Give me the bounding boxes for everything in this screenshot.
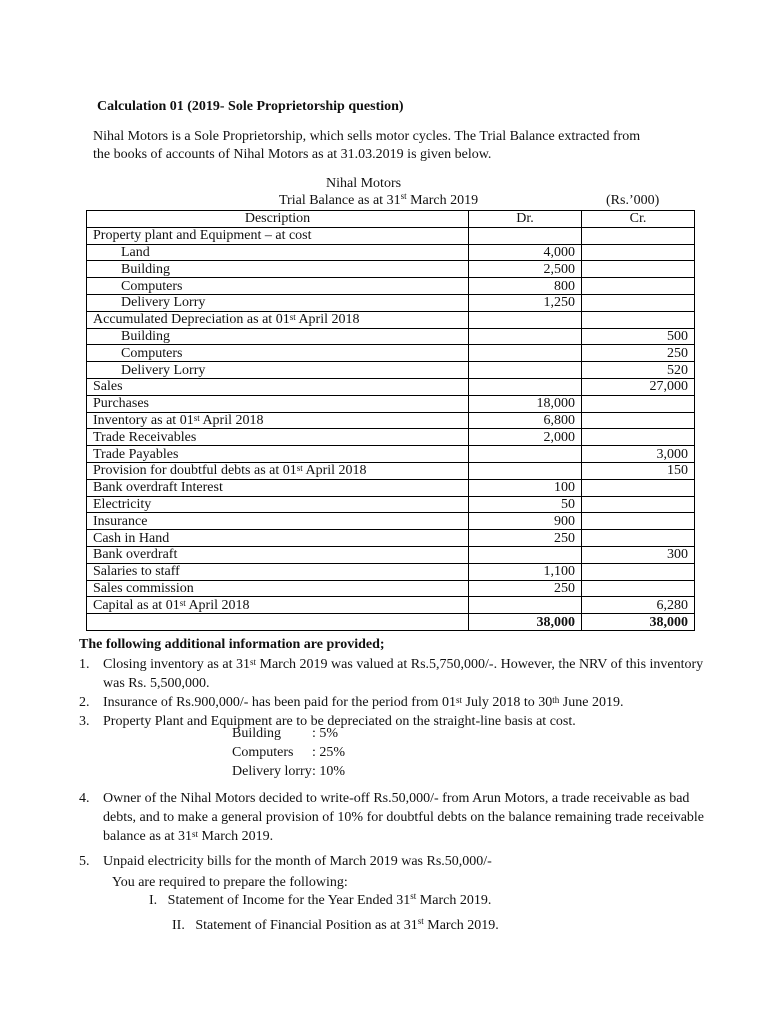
row-cr-value [582,294,695,311]
required-intro: You are required to prepare the following: [112,875,348,890]
table-row [87,530,695,547]
table-row [87,345,695,362]
total-row [87,614,695,631]
row-cr-value [582,278,695,295]
table-row [87,446,695,463]
row-dr-value [469,546,582,563]
note-item: 3. Property Plant and Equipment are to be depreciated on the straight-line basis at cost. [79,714,576,729]
required-item-2: II. Statement of Financial Position as at 31st March 2019. [172,916,499,933]
row-cr-value [582,513,695,530]
row-description: Computers [87,278,469,295]
row-description: Property plant and Equipment – at cost [87,227,469,244]
table-row [87,278,695,295]
row-cr-value: 150 [582,462,695,479]
row-dr-value: 100 [469,479,582,496]
note-number: 4. [79,791,90,806]
row-description: Electricity [87,496,469,513]
depreciation-rates [232,724,345,781]
unit-label: (Rs.’000) [606,193,660,208]
total-label-cell [87,614,469,631]
rate-value: : 5% [312,726,339,741]
table-row [87,462,695,479]
table-row [87,546,695,563]
row-dr-value [469,345,582,362]
rate-row [232,762,345,781]
row-description: Salaries to staff [87,563,469,580]
row-cr-value [582,311,695,328]
row-cr-value: 300 [582,546,695,563]
row-cr-value [582,227,695,244]
total-dr: 38,000 [469,614,582,631]
row-description: Land [87,244,469,261]
row-dr-value: 2,000 [469,429,582,446]
row-dr-value [469,311,582,328]
table-row [87,412,695,429]
row-dr-value [469,362,582,379]
page-title: Calculation 01 (2019- Sole Proprietorship question) [97,99,404,114]
trial-balance-heading: Trial Balance as at 31st March 2019 [279,191,479,208]
row-dr-value: 4,000 [469,244,582,261]
row-description: Purchases [87,395,469,412]
required-item-1: I. Statement of Income for the Year Ended 31st March 2019. [149,891,492,908]
rate-row [232,724,345,743]
row-description: Delivery Lorry [87,362,469,379]
note-number: 1. [79,657,90,672]
row-cr-value [582,395,695,412]
row-dr-value [469,446,582,463]
table-row [87,261,695,278]
note-item: 2. Insurance of Rs.900,000/- has been paid for the period from 01st July 2018 to 30th June 2019. [79,695,624,710]
note-item: 5. Unpaid electricity bills for the month of March 2019 was Rs.50,000/- [79,854,492,869]
row-description: Sales commission [87,580,469,597]
additional-info-heading: The following additional information are provided; [79,637,385,652]
rate-asset: Computers [232,745,294,760]
row-dr-value: 1,100 [469,563,582,580]
table-row [87,244,695,261]
col-cr-header: Cr. [582,211,695,228]
row-dr-value: 2,500 [469,261,582,278]
row-cr-value: 500 [582,328,695,345]
table-row [87,294,695,311]
row-cr-value [582,580,695,597]
row-cr-value: 6,280 [582,597,695,614]
table-row [87,311,695,328]
row-dr-value [469,227,582,244]
table-row [87,429,695,446]
row-description: Delivery Lorry [87,294,469,311]
row-cr-value: 520 [582,362,695,379]
row-cr-value [582,479,695,496]
row-dr-value: 1,250 [469,294,582,311]
row-dr-value: 900 [469,513,582,530]
row-description: Capital as at 01st April 2018 [87,597,469,614]
rate-row [232,743,345,762]
row-cr-value [582,429,695,446]
row-dr-value: 50 [469,496,582,513]
row-dr-value [469,328,582,345]
table-row [87,513,695,530]
table-row [87,362,695,379]
company-name: Nihal Motors [326,176,402,191]
table-header-row [87,211,695,228]
rate-asset: Delivery lorry [232,764,312,779]
row-dr-value: 18,000 [469,395,582,412]
intro-paragraph: Nihal Motors is a Sole Proprietorship, which sells motor cycles. The Trial Balance extracted from the books of accounts of Nihal Motors as at 31.03.2019 is given below. [93,129,641,162]
row-description: Bank overdraft Interest [87,479,469,496]
table-row [87,378,695,395]
note-number: 2. [79,695,90,710]
row-description: Cash in Hand [87,530,469,547]
row-dr-value: 250 [469,580,582,597]
row-description: Trade Payables [87,446,469,463]
note-number: 5. [79,854,90,869]
table-row [87,580,695,597]
note-number: 3. [79,714,90,729]
table-row [87,563,695,580]
row-cr-value [582,412,695,429]
table-row [87,496,695,513]
table-row [87,227,695,244]
trial-balance-table [86,210,695,631]
row-cr-value: 3,000 [582,446,695,463]
row-dr-value [469,462,582,479]
row-cr-value: 27,000 [582,378,695,395]
row-dr-value [469,597,582,614]
rate-value: : 10% [312,764,346,779]
table-row [87,597,695,614]
row-cr-value [582,496,695,513]
col-dr-header: Dr. [469,211,582,228]
total-cr: 38,000 [582,614,695,631]
col-description-header: Description [87,211,469,228]
row-description: Building [87,261,469,278]
additional-info-list [79,655,719,871]
note-item: 1. Closing inventory as at 31st March 2019 was valued at Rs.5,750,000/-. However, the NRV of this inventory was Rs. 5,500,000. [79,657,704,691]
table-row [87,395,695,412]
row-cr-value [582,563,695,580]
table-row [87,328,695,345]
row-description: Computers [87,345,469,362]
row-description: Bank overdraft [87,546,469,563]
row-description: Accumulated Depreciation as at 01st April 2018 [87,311,469,328]
row-dr-value: 800 [469,278,582,295]
row-cr-value: 250 [582,345,695,362]
row-description: Sales [87,378,469,395]
row-description: Insurance [87,513,469,530]
row-dr-value [469,378,582,395]
row-description: Building [87,328,469,345]
note-item: 4. Owner of the Nihal Motors decided to write-off Rs.50,000/- from Arun Motors, a trade receivable as bad debts, and to make a general provision of 10% for doubtful debts on the balance remaining trade receivable balance as at 31st March 2019. [79,791,705,844]
row-description: Trade Receivables [87,429,469,446]
rate-asset: Building [232,726,282,741]
row-description: Provision for doubtful debts as at 01st April 2018 [87,462,469,479]
row-description: Inventory as at 01st April 2018 [87,412,469,429]
row-dr-value: 6,800 [469,412,582,429]
row-cr-value [582,530,695,547]
row-cr-value [582,261,695,278]
row-cr-value [582,244,695,261]
row-dr-value: 250 [469,530,582,547]
rate-value: : 25% [312,745,346,760]
table-row [87,479,695,496]
